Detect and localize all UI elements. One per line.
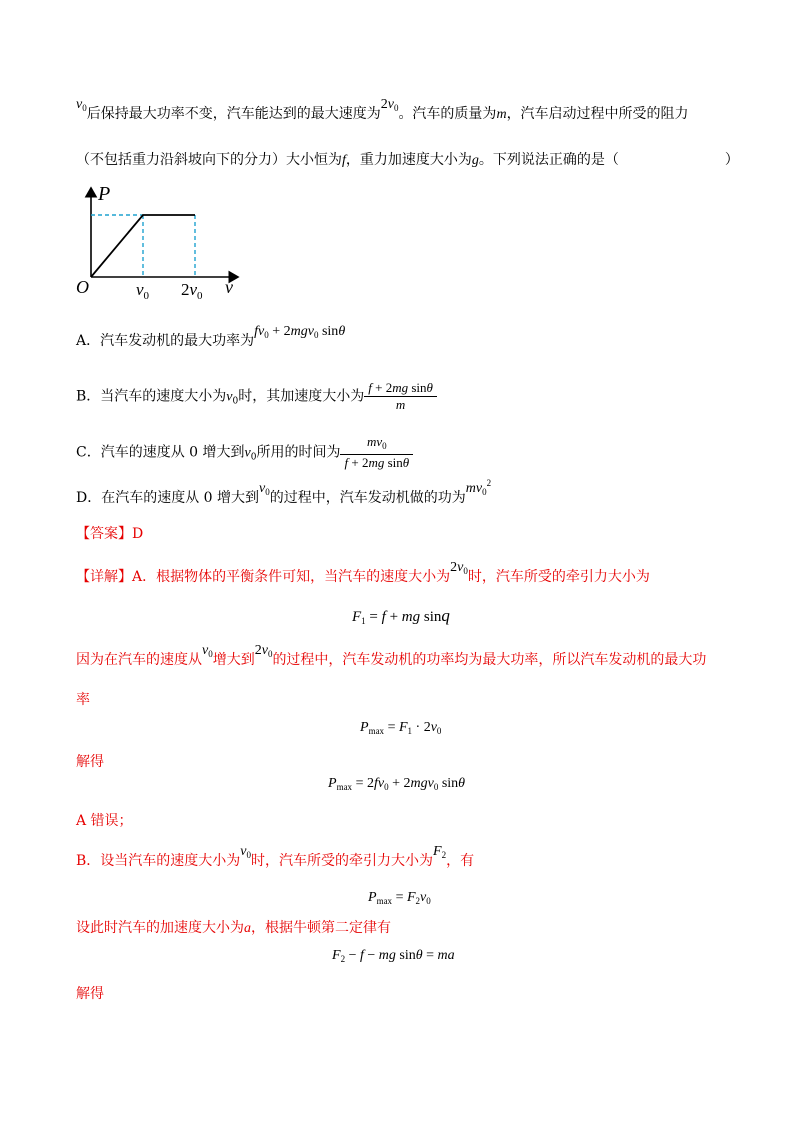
symbol-m: m [496, 107, 507, 122]
symbol-2v0: $2v_0$ [380, 97, 399, 113]
origin-label: O [76, 277, 89, 297]
explanation-a-para-text-d: 率 [76, 692, 90, 708]
option-c-text-mid: 所用的时间为 [256, 444, 341, 461]
question-text-2b: ，重力加速度大小为 [345, 152, 472, 168]
option-c-fraction: $\frac{mv_0}{\text{f + 2mg sinθ}}$ [340, 434, 413, 471]
explanation-b-intro [76, 844, 475, 875]
a-wrong-line [76, 811, 133, 831]
option-b-text-mid: 时，其加速度大小为 [238, 388, 365, 405]
option-c[interactable]: C．汽车的速度从 0 增大到$v_0$所用的时间为 $\frac{mv_0}{\text{f + 2mg sinθ}}$ [76, 434, 413, 471]
tick-label-2v0: $2v_0$ [181, 280, 203, 300]
question-text-1b: 。汽车的质量为 [398, 106, 497, 122]
explanation-b-intro-text: B．设当汽车的速度大小为 [76, 853, 241, 869]
equation-pmax-3: $P_{max} = F_2v_0$ [368, 890, 431, 906]
explanation-label: 【详解】 [76, 569, 132, 585]
explanation-b-intro-text-c: ，有 [446, 853, 475, 869]
a-wrong-text: A 错误； [76, 813, 133, 829]
explanation-b-para: 设此时汽车的加速度大小为a，根据牛顿第二定律有 [76, 920, 391, 936]
solve-label-1 [76, 752, 104, 772]
symbol-f: f [342, 153, 346, 168]
symbol-g: g [471, 153, 479, 168]
option-b-text: B．当汽车的速度大小为 [76, 388, 227, 405]
option-d-text-mid: 的过程中，汽车发动机做的功为 [269, 490, 466, 506]
explanation-b-para-text: 设此时汽车的加速度大小为 [76, 920, 244, 936]
explanation-a-para [76, 643, 707, 674]
question-text-2: （不包括重力沿斜坡向下的分力）大小恒为 [76, 152, 342, 168]
option-b[interactable]: B．当汽车的速度大小为$v_0$时，其加速度大小为 $\frac{\text{f + 2mg sinθ}}{m}$ [76, 380, 437, 413]
option-d-text: D．在汽车的速度从 0 增大到 [76, 490, 260, 506]
option-b-fraction: $\frac{\text{f + 2mg sinθ}}{m}$ [364, 380, 437, 413]
explanation-a-intro-text: A．根据物体的平衡条件可知，当汽车的速度大小为 [132, 569, 451, 585]
explanation-b-intro-text-b: 时，汽车所受的牵引力大小为 [251, 853, 434, 869]
solve-label-2 [76, 984, 104, 1004]
explanation-b-para-text-b: ，根据牛顿第二定律有 [251, 920, 391, 936]
tick-label-v0: $v_0$ [136, 280, 150, 300]
option-a[interactable] [76, 324, 346, 355]
symbol-v0: $v_0$ [76, 97, 87, 113]
explanation-a-para-text-c: 的过程中，汽车发动机的功率均为最大功率，所以汽车发动机的最大功 [272, 652, 707, 668]
answer-line [76, 524, 143, 544]
solve-text-1: 解得 [76, 754, 104, 770]
equation-f1: $F_1 = f$ + mg sinq [352, 606, 450, 626]
explanation-a-intro [76, 560, 650, 591]
question-text-1: 后保持最大功率不变，汽车能达到的最大速度为 [86, 106, 381, 122]
equation-newton: $F_2 - f$ − mg sinθ = ma [332, 948, 455, 964]
x-axis-label: v [225, 277, 233, 297]
question-line-1 [76, 97, 689, 128]
explanation-2v0: $2v_0$ [450, 560, 468, 576]
explanation-para-v0: $v_0$ [202, 643, 213, 659]
explanation-b-v0: $v_0$ [240, 844, 252, 860]
question-text-1c: ，汽车启动过程中所受的阻力 [506, 106, 689, 122]
explanation-a-para-text-b: 增大到 [212, 652, 255, 668]
explanation-a-para-text: 因为在汽车的速度从 [76, 652, 202, 668]
option-d-formula: $mv_0^2$ [465, 478, 492, 497]
question-text-2d: ） [724, 152, 739, 168]
explanation-para-2v0: $2v_0$ [254, 643, 273, 659]
option-a-formula: $fv_0 + 2mgv_0$ sinθ [254, 324, 346, 340]
explanation-a-intro-text-b: 时，汽车所受的牵引力大小为 [467, 569, 650, 585]
equation-pmax-2: $P_{max} = 2fv_0 + 2mgv_0$ sinθ [328, 776, 466, 792]
option-d-v0: $v_0$ [259, 481, 270, 497]
explanation-a-para-end [76, 690, 90, 710]
option-d[interactable] [76, 478, 492, 512]
y-axis-label: P [98, 183, 111, 205]
question-line-2 [76, 150, 739, 171]
answer-value: D [132, 526, 144, 542]
option-a-text: A．汽车发动机的最大功率为 [76, 333, 255, 349]
explanation-b-f2: $F_2$ [433, 844, 447, 860]
option-c-text: C．汽车的速度从 0 增大到 [76, 444, 245, 461]
answer-label: 【答案】 [76, 526, 132, 542]
power-velocity-graph [70, 180, 250, 300]
solve-text-2: 解得 [76, 986, 104, 1002]
question-text-2c: 。下列说法正确的是（ [478, 152, 619, 168]
equation-pmax-1: $P_{max} = F_1 \cdot 2v_0$ [360, 720, 442, 736]
